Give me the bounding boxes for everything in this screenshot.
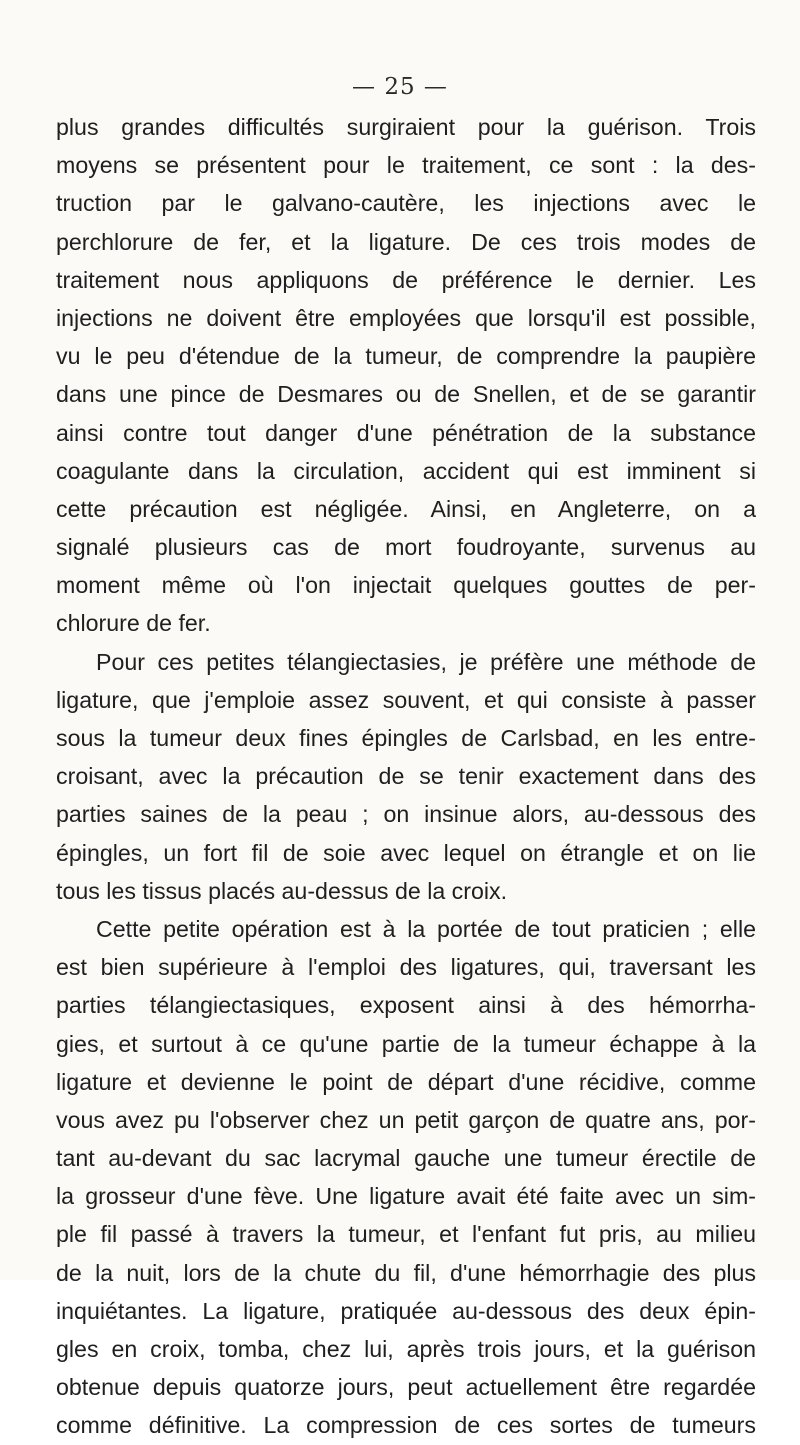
text-line: parties saines de la peau ; on insinue alors, au-dessous des — [56, 801, 756, 828]
paragraph — [56, 643, 756, 910]
text-line: ple fil passé à travers la tumeur, et l'enfant fut pris, au milieu — [56, 1221, 756, 1248]
text-line: traitement nous appliquons de préférence le dernier. Les — [56, 266, 756, 293]
text-line: dans une pince de Desmares ou de Snellen, et de se garantir — [56, 381, 756, 408]
text-line: épingles, un fort fil de soie avec lequel on étrangle et on lie — [56, 839, 756, 866]
text-line: ainsi contre tout danger d'une pénétration de la substance — [56, 419, 756, 446]
paragraph — [56, 910, 756, 1445]
text-line: tous les tissus placés au-dessus de la croix. — [56, 877, 508, 904]
text-line: moment même où l'on injectait quelques gouttes de per- — [56, 572, 756, 599]
text-line: Cette petite opération est à la portée de tout praticien ; elle — [96, 915, 756, 942]
text-line: vu le peu d'étendue de la tumeur, de comprendre la paupière — [56, 343, 756, 370]
text-line: cette précaution est négligée. Ainsi, en Angleterre, on a — [56, 495, 756, 522]
text-line: moyens se présentent pour le traitement, ce sont : la des- — [56, 152, 756, 179]
paragraph — [56, 108, 756, 643]
text-line: sous la tumeur deux fines épingles de Carlsbad, en les entre- — [56, 725, 756, 751]
text-line: signalé plusieurs cas de mort foudroyante, survenus au — [56, 534, 756, 561]
page-number: — 25 — — [352, 74, 448, 100]
text-line: la grosseur d'une fève. Une ligature avait été faite avec un sim- — [56, 1183, 756, 1210]
text-line: chlorure de fer. — [56, 610, 211, 637]
text-line: perchlorure de fer, et la ligature. De ces trois modes de — [56, 228, 756, 255]
text-line: obtenue depuis quatorze jours, peut actuellement être regardée — [56, 1374, 756, 1401]
text-line: plus grandes difficultés surgiraient pour la guérison. Trois — [56, 114, 756, 140]
text-line: inquiétantes. La ligature, pratiquée au-dessous des deux épin- — [56, 1297, 756, 1324]
text-line: comme définitive. La compression de ces sortes de tumeurs — [56, 1412, 756, 1439]
text-line: truction par le galvano-cautère, les injections avec le — [56, 190, 756, 217]
text-line: vous avez pu l'observer chez un petit garçon de quatre ans, por- — [56, 1106, 756, 1133]
text-line: gles en croix, tomba, chez lui, après trois jours, et la guérison — [56, 1336, 756, 1362]
text-line: gies, et surtout à ce qu'une partie de la tumeur échappe à la — [56, 1030, 756, 1057]
text-line: injections ne doivent être employées que lorsqu'il est possible, — [56, 304, 756, 331]
text-line: croisant, avec la précaution de se tenir exactement dans des — [56, 763, 756, 790]
body-text — [56, 108, 756, 1445]
text-line: ligature, que j'emploie assez souvent, et qui consiste à passer — [56, 686, 756, 713]
text-line: Pour ces petites télangiectasies, je préfère une méthode de — [96, 648, 756, 675]
text-line: de la nuit, lors de la chute du fil, d'une hémorrhagie des plus — [56, 1259, 756, 1286]
text-line: est bien supérieure à l'emploi des ligatures, qui, traversant les — [56, 954, 756, 981]
text-line: coagulante dans la circulation, accident qui est imminent si — [56, 457, 756, 484]
text-line: parties télangiectasiques, exposent ainsi à des hémorrha- — [56, 992, 756, 1019]
text-line: tant au-devant du sac lacrymal gauche une tumeur érectile de — [56, 1145, 756, 1172]
text-line: ligature et devienne le point de départ d'une récidive, comme — [56, 1068, 756, 1095]
